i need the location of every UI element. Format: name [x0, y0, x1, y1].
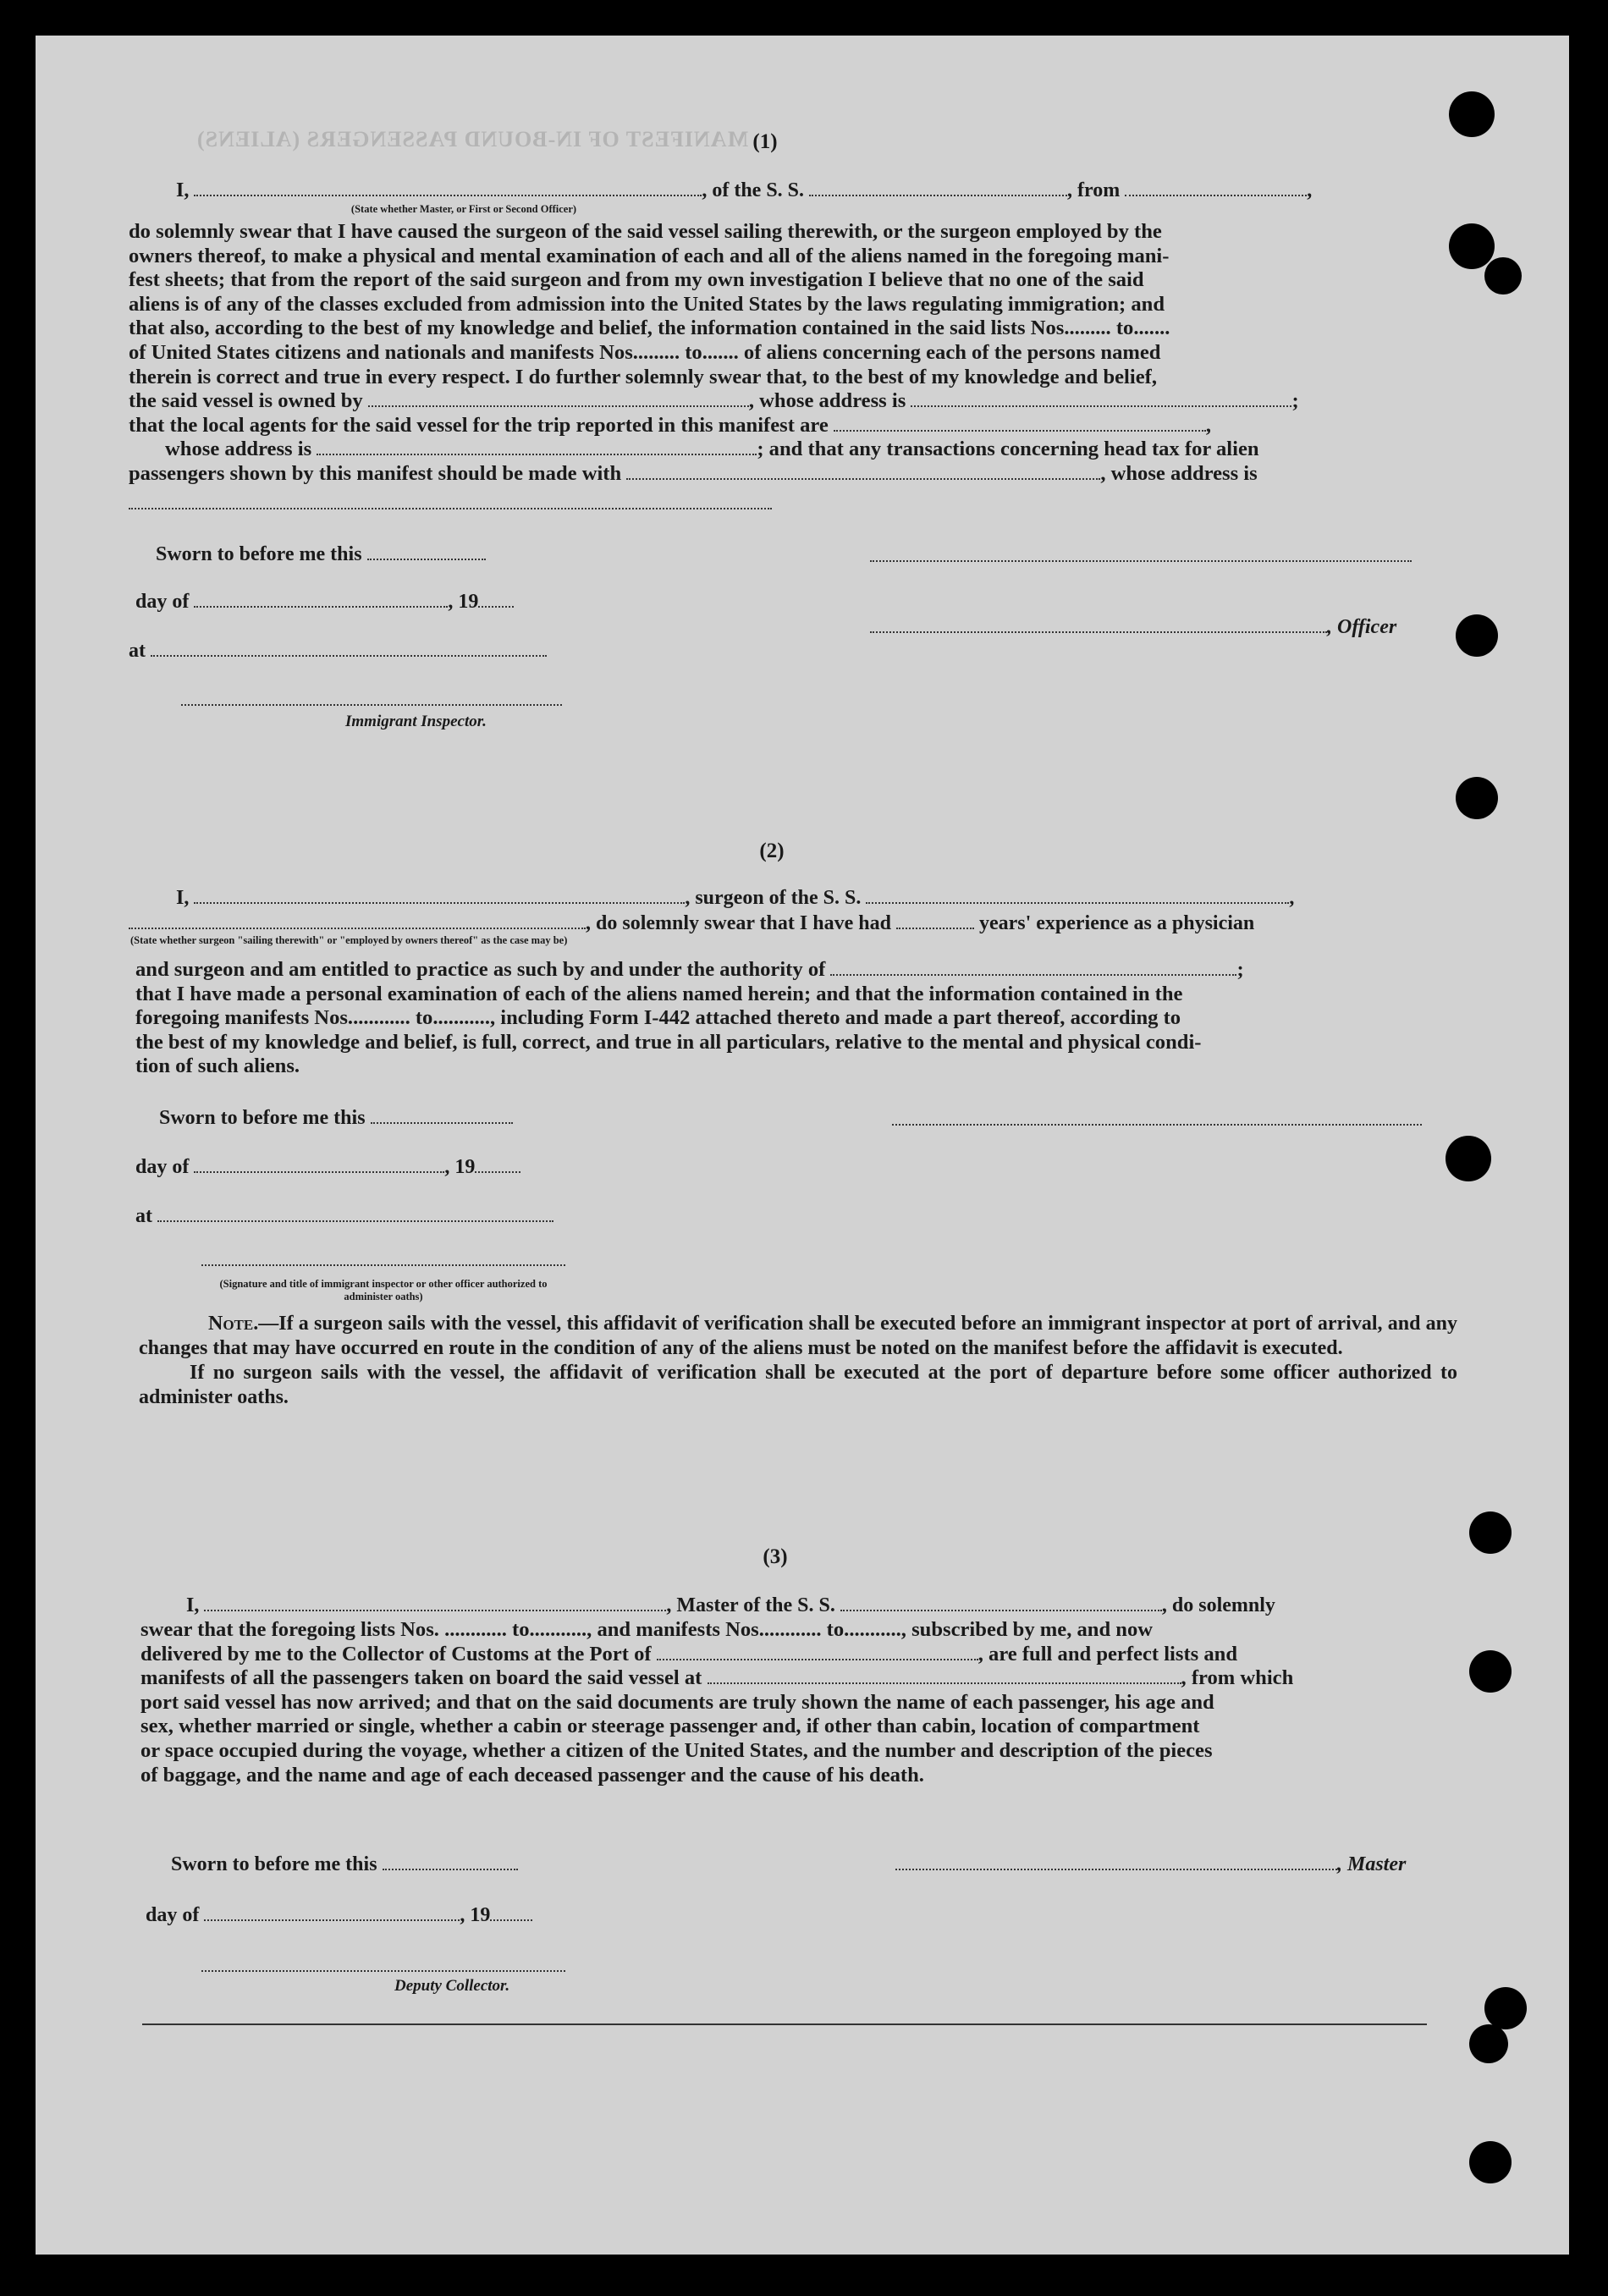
section-3-collector-caption: Deputy Collector. [394, 1977, 510, 1995]
punch-hole [1469, 1650, 1512, 1693]
bleed-through-header: MANIFEST OF IN-BOUND PASSENGERS (ALIENS) [196, 127, 749, 151]
section-1-at: at [129, 640, 547, 663]
punch-hole [1469, 2141, 1512, 2183]
section-1-first-line: I, , of the S. S. , from , [176, 179, 1313, 201]
punch-hole [1484, 1987, 1527, 2029]
section-2-number: (2) [759, 840, 785, 862]
punch-hole [1456, 777, 1498, 819]
section-3-collector-line [201, 1970, 565, 1972]
section-2-signature-line [892, 1124, 1422, 1126]
section-2-note: Note.—If a surgeon sails with the vessel, this affidavit of verification shall be executed before an immigrant inspector at port of arrival, and any changes that may have occurred en route in the condition of any of the aliens must be noted on the manifest before the affidavit is executed. If no surgeon sails with the vessel, the affidavit of verification shall be executed at the port of departure before some officer authorized to administer oaths. [139, 1313, 1457, 1408]
section-3-sworn: Sworn to before me this [171, 1853, 518, 1876]
section-1-day-of: day of , 19 [135, 591, 514, 614]
section-3-master: , Master [895, 1853, 1406, 1876]
form-sheet [36, 36, 1569, 2255]
section-2-at: at [135, 1205, 553, 1228]
section-1-address-line [129, 508, 772, 509]
bottom-rule [142, 2023, 1427, 2025]
punch-hole [1446, 1136, 1491, 1181]
section-2-day-of: day of , 19 [135, 1156, 520, 1179]
section-3-day-of: day of , 19 [146, 1904, 532, 1927]
section-3-first-line: I, , Master of the S. S. , do solemnly [186, 1594, 1275, 1616]
section-2-sig-caption: (Signature and title of immigrant inspector or other officer authorized to administer oaths) [219, 1278, 548, 1302]
section-3-number: (3) [763, 1545, 788, 1568]
section-1-body: do solemnly swear that I have caused the surgeon of the said vessel sailing therewith, or the surgeon employed by the owners thereof, to make a physical and mental examination of each and all of the aliens named in the foregoing mani- fest sheets; that from the report of the said surgeon and from my own investigation I believe that no one of the said aliens is of any of the classes excluded from admission into the United States by the laws regulating immigration; and that also, according to the best of my knowledge and belief, the information contained in the said lists Nos......... to....... of United States citizens and nationals and manifests Nos......... to....... of aliens concerning each of the persons named therein is correct and true in every respect. I do further solemnly swear that, to the best of my knowledge and belief, the said vessel is owned by , whose address is ; that the local agents for the said vessel for the trip reported in this manifest are , whose address is ; and that any transactions concerning head tax for alien passengers shown by this manifest should be made with , whose address is [129, 220, 1299, 485]
section-1-inspector-caption: Immigrant Inspector. [345, 713, 487, 730]
section-2-sig-line [201, 1264, 565, 1266]
section-2-body: and surgeon and am entitled to practice as such by and under the authority of ; that I have made a personal examination of each of the aliens named herein; and that the information contained in the foregoing manifests Nos............ to..........., including Form I-442 attached thereto and made a part thereof, according to the best of my knowledge and belief, is full, correct, and true in all particulars, relative to the mental and physical condi- tion of such aliens. [135, 958, 1244, 1078]
section-2-sworn: Sworn to before me this [159, 1107, 513, 1130]
punch-hole [1449, 223, 1495, 269]
section-2-state-note: (State whether surgeon "sailing therewith" or "employed by owners thereof" as the case may be) [130, 934, 568, 946]
section-2-second-line: , do solemnly swear that I have had years' experience as a physician [129, 912, 1254, 935]
section-1-officer: , Officer [870, 616, 1396, 639]
section-3-body: swear that the foregoing lists Nos. ............ to..........., and manifests Nos............ to..........., subscribed by me, and now delivered by me to the Collector of Customs at the Port of , are full and perfect lists and manifests of all the passengers taken on board the said vessel at , from which port said vessel has now arrived; and that on the said documents are truly shown the name of each passenger, his age and sex, whether married or single, whether a cabin or steerage passenger and, if other than cabin, location of compartment or space occupied during the voyage, whether a citizen of the United States, and the number and description of the pieces of baggage, and the name and age of each deceased passenger and the cause of his death. [140, 1618, 1294, 1787]
section-1-inspector-line [181, 704, 562, 706]
punch-hole [1469, 1511, 1512, 1554]
section-1-sworn: Sworn to before me this [156, 543, 486, 566]
section-1-officer-line [870, 560, 1412, 562]
punch-hole [1484, 257, 1522, 295]
punch-hole [1456, 614, 1498, 657]
section-1-state-note: (State whether Master, or First or Second Officer) [350, 203, 577, 215]
punch-hole [1469, 2024, 1508, 2063]
section-2-first-line: I, , surgeon of the S. S. , [176, 887, 1295, 909]
section-1-number: (1) [752, 130, 778, 153]
punch-hole [1449, 91, 1495, 137]
